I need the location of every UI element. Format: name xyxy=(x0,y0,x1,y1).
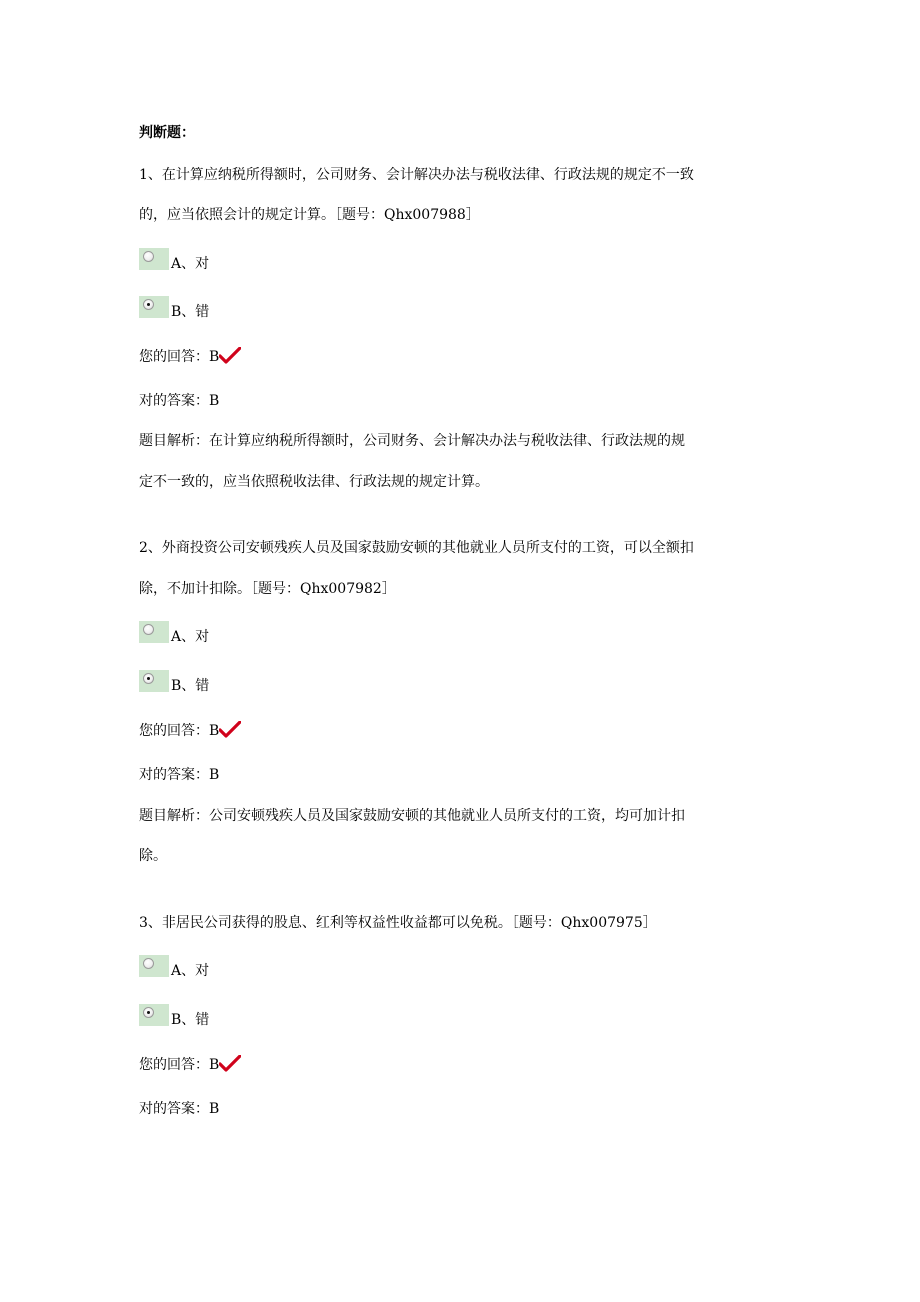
question-3-option-a-label: A、对 xyxy=(171,963,210,979)
question-1-option-b-label: B、错 xyxy=(171,304,210,320)
correct-answer-value: B xyxy=(209,1101,220,1117)
correct-answer-value: B xyxy=(209,767,220,783)
question-2-correct-answer xyxy=(139,765,219,785)
question-2-text-line-1: 2、外商投资公司安顿残疾人员及国家鼓励安顿的其他就业人员所支付的工资，可以全额扣 xyxy=(139,540,694,556)
question-1-correct-answer xyxy=(139,391,219,411)
your-answer-value: B xyxy=(209,1057,220,1073)
question-2-analysis-line-1 xyxy=(139,806,685,826)
question-2-analysis-line-2: 除。 xyxy=(139,848,167,864)
your-answer-label: 您的回答： xyxy=(139,723,209,739)
correct-answer-label: 对的答案： xyxy=(139,1101,209,1117)
question-1-analysis-line-2: 定不一致的，应当依照税收法律、行政法规的规定计算。 xyxy=(139,474,489,490)
radio-selected-icon xyxy=(143,299,154,310)
your-answer-value: B xyxy=(209,723,220,739)
correct-answer-value: B xyxy=(209,393,220,409)
question-1-option-b-radio[interactable] xyxy=(139,296,169,318)
check-icon xyxy=(219,1055,241,1073)
question-1-analysis-line-1 xyxy=(139,431,685,451)
question-3-correct-answer xyxy=(139,1099,219,1119)
section-title: 判断题： xyxy=(139,125,195,141)
analysis-text: 在计算应纳税所得额时，公司财务、会计解决办法与税收法律、行政法规的规 xyxy=(209,433,685,449)
check-icon xyxy=(219,721,241,739)
question-3-your-answer xyxy=(139,1055,241,1075)
question-2-option-a-label: A、对 xyxy=(171,629,210,645)
question-2-your-answer xyxy=(139,721,241,741)
question-2-text-line-2: 除，不加计扣除。［题号：Qhx007982］ xyxy=(139,581,396,597)
question-1-option-a-radio[interactable] xyxy=(139,248,169,270)
correct-answer-label: 对的答案： xyxy=(139,767,209,783)
analysis-label: 题目解析： xyxy=(139,433,209,449)
radio-unselected-icon xyxy=(143,251,154,262)
question-1-your-answer xyxy=(139,347,241,367)
question-3-text-line-1: 3、非居民公司获得的股息、红利等权益性收益都可以免税。［题号：Qhx007975］ xyxy=(139,915,657,931)
radio-unselected-icon xyxy=(143,624,154,635)
question-2-option-b-label: B、错 xyxy=(171,678,210,694)
correct-answer-label: 对的答案： xyxy=(139,393,209,409)
radio-selected-icon xyxy=(143,1007,154,1018)
your-answer-value: B xyxy=(209,349,220,365)
question-3-option-b-radio[interactable] xyxy=(139,1004,169,1026)
radio-unselected-icon xyxy=(143,958,154,969)
radio-selected-icon xyxy=(143,673,154,684)
question-3-option-b-label: B、错 xyxy=(171,1012,210,1028)
question-3-option-a-radio[interactable] xyxy=(139,955,169,977)
your-answer-label: 您的回答： xyxy=(139,349,209,365)
check-icon xyxy=(219,347,241,365)
your-answer-label: 您的回答： xyxy=(139,1057,209,1073)
analysis-text: 公司安顿残疾人员及国家鼓励安顿的其他就业人员所支付的工资，均可加计扣 xyxy=(209,808,685,824)
question-1-option-a-label: A、对 xyxy=(171,256,210,272)
question-1-text-line-2: 的，应当依照会计的规定计算。［题号：Qhx007988］ xyxy=(139,207,480,223)
analysis-label: 题目解析： xyxy=(139,808,209,824)
question-2-option-b-radio[interactable] xyxy=(139,670,169,692)
question-1-text-line-1: 1、在计算应纳税所得额时，公司财务、会计解决办法与税收法律、行政法规的规定不一致 xyxy=(139,167,694,183)
question-2-option-a-radio[interactable] xyxy=(139,621,169,643)
